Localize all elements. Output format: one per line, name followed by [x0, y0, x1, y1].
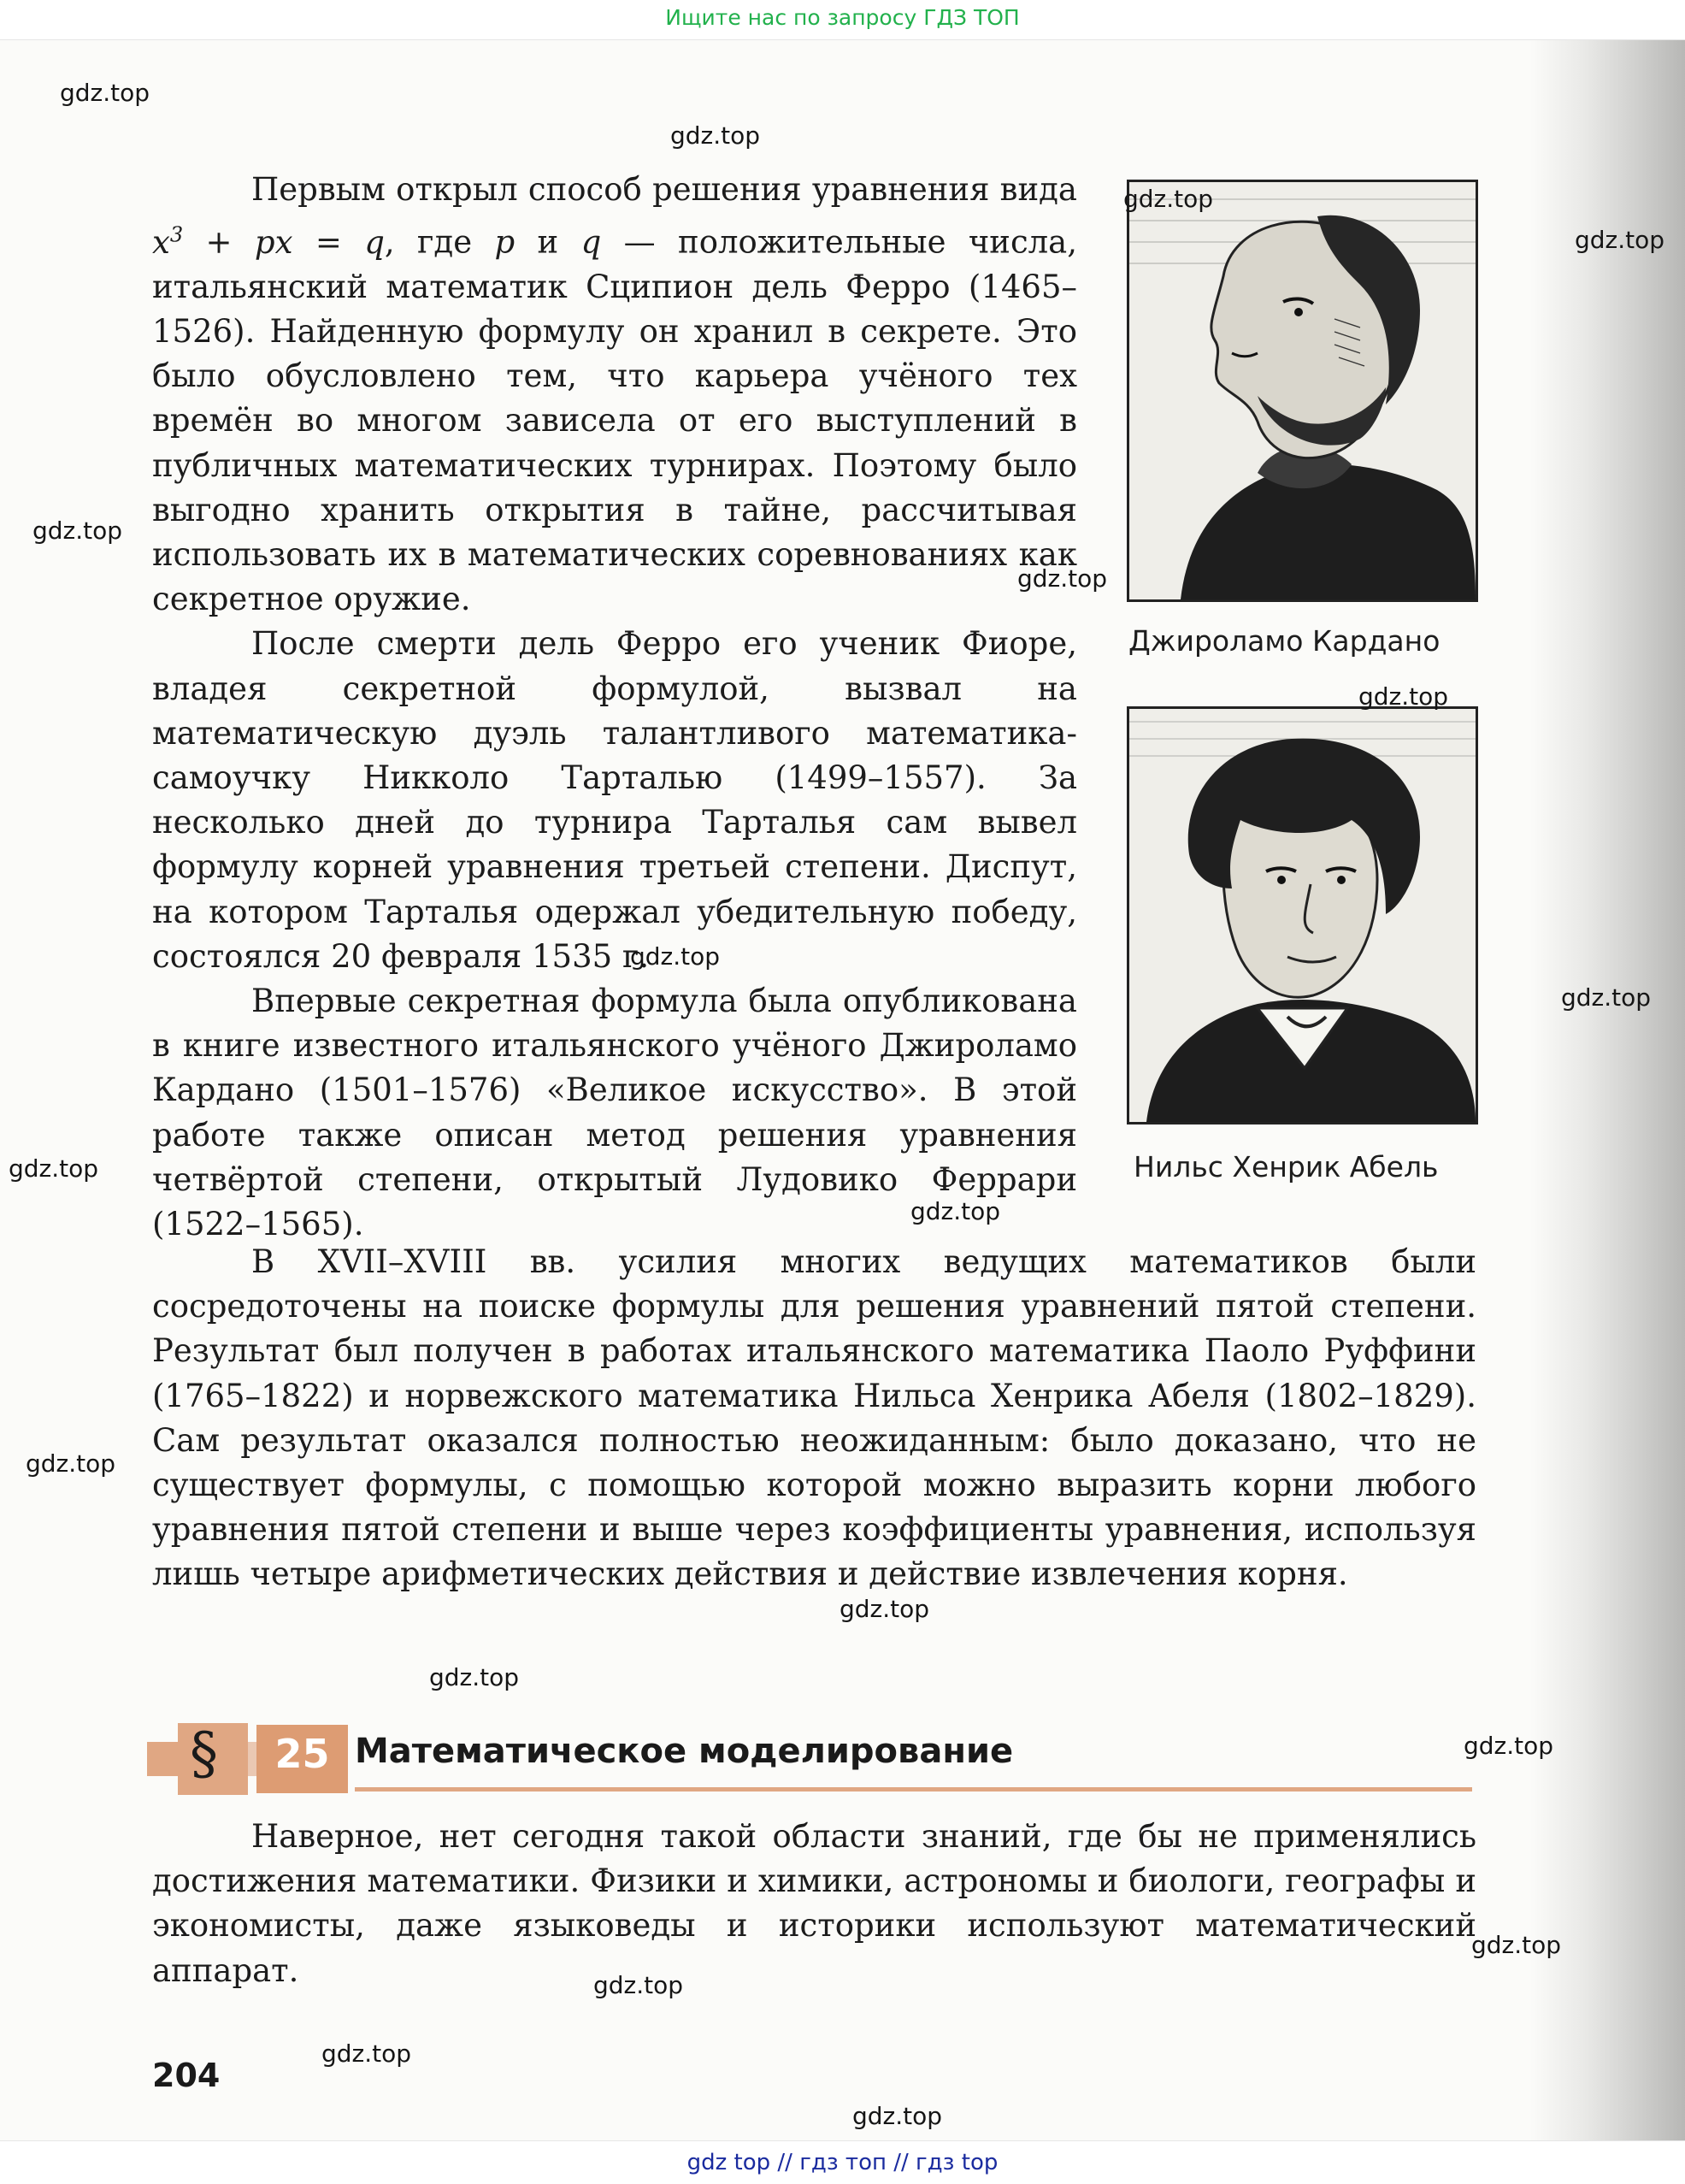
- watermark: gdz.top: [670, 121, 761, 150]
- paragraph-ruffini-abel: В XVII–XVIII вв. усилия многих ведущих математиков были сосредоточены на поиске формулы для решения уравнений пятой степени. Результат был получен в работах итальянского математика Паоло Руффини (1765–1822) и норвежского математика Нильса Хенрика Абеля (1802–1829). Сам результат оказался полностью неожиданным: было доказано, что не существует формулы, с помощью которой можно выразить корни любого уравнения пятой степени и выше через коэффициенты уравнения, используя лишь четыре арифметических действия и действие извлечения корня.: [152, 1243, 1476, 1593]
- watermark: gdz.top: [1358, 682, 1449, 711]
- history-text-column: [152, 168, 1077, 1247]
- watermark: gdz.top: [60, 79, 150, 107]
- text-run: , где: [384, 223, 495, 261]
- section-number: 25: [274, 1731, 330, 1777]
- page-edge-shadow: [1530, 0, 1685, 2183]
- caption-abel: Нильс Хенрик Абель: [1134, 1150, 1439, 1183]
- watermark: gdz.top: [1561, 983, 1652, 1012]
- section-intro-text: [152, 1815, 1476, 1993]
- watermark: gdz.top: [321, 2039, 412, 2068]
- portrait-abel: [1127, 706, 1478, 1124]
- paragraph-del-ferro: [152, 168, 1077, 622]
- watermark: gdz.top: [26, 1449, 116, 1478]
- watermark: gdz.top: [840, 1595, 930, 1623]
- watermark: gdz.top: [32, 516, 123, 545]
- watermark: gdz.top: [9, 1154, 99, 1183]
- watermark: gdz.top: [1471, 1931, 1562, 1959]
- formula: $x^3$ + px = q: [152, 222, 385, 261]
- watermark: gdz.top: [1017, 564, 1108, 593]
- text-run: Первым открыл способ решения уравнения вида: [251, 171, 1077, 208]
- section-underline: [355, 1787, 1472, 1791]
- text-run: — положительные числа, итальянский математик Сципион дель Ферро (1465–1526). Найденную формулу он хранил в секрете. Это было обусловлено тем, что карьера учёного тех времён во многом зависела от его выступлений в публичных математических турнирах. Поэтому было выгодно хранить открытия в тайне, рассчитывая использовать их в математических соревнованиях как секретное оружие.: [152, 223, 1078, 618]
- variable-p: p: [494, 223, 516, 261]
- paragraph-tartaglia: После смерти дель Ферро его ученик Фиоре, владея секретной формулой, вызвал на математическую дуэль талантливого математика-самоучку Никколо Тарталью (1499–1557). За несколько дней до турнира Тарталья сам вывел формулу корней уравнения третьей степени. Диспут, на котором Тарталья одержал убедительную победу, состоялся 20 февраля 1535 г.: [152, 625, 1077, 975]
- bottom-banner[interactable]: gdz top // гдз топ // гдз top: [0, 2140, 1685, 2184]
- page-number: 204: [152, 2057, 221, 2094]
- abel-engraving-image: [1129, 709, 1476, 1122]
- watermark: gdz.top: [593, 1971, 684, 1999]
- watermark: gdz.top: [429, 1663, 520, 1691]
- history-full-width-text: [152, 1240, 1476, 1597]
- watermark: gdz.top: [1464, 1732, 1554, 1760]
- section-title: Математическое моделирование: [355, 1732, 1014, 1771]
- watermark: gdz.top: [1575, 226, 1665, 254]
- caption-cardano: Джироламо Кардано: [1128, 624, 1440, 658]
- top-banner[interactable]: Ищите нас по запросу ГДЗ ТОП: [0, 0, 1685, 40]
- cardano-engraving-image: [1129, 182, 1476, 599]
- watermark: gdz.top: [1123, 185, 1214, 213]
- variable-q: q: [580, 223, 602, 261]
- section-symbol: §: [190, 1721, 218, 1786]
- paragraph-cardano: Впервые секретная формула была опубликована в книге известного итальянского учёного Джироламо Кардано (1501–1576) «Великое искусство». В этой работе также описан метод решения уравнения четвёртой степени, открытый Лудовико Феррари (1522–1565).: [152, 982, 1077, 1243]
- paragraph-intro: Наверное, нет сегодня такой области знаний, где бы не применялись достижения математики. Физики и химики, астрономы и биологи, географы и экономисты, даже языковеды и историки используют математический аппарат.: [152, 1818, 1476, 1989]
- watermark: gdz.top: [630, 942, 721, 971]
- portrait-cardano: [1127, 180, 1478, 602]
- watermark: gdz.top: [852, 2102, 943, 2130]
- watermark: gdz.top: [910, 1197, 1001, 1225]
- text-run: и: [515, 223, 581, 261]
